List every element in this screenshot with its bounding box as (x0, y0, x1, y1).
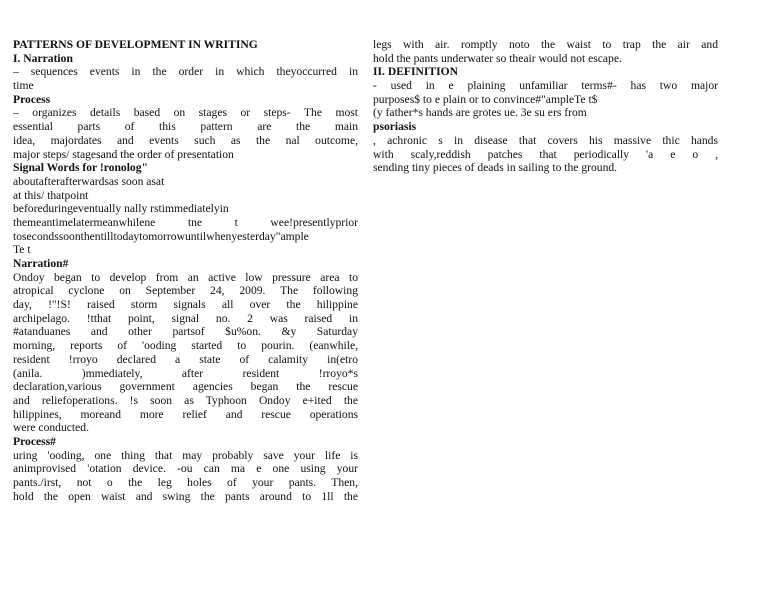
text-line: with scaly,reddish patches that periodically 'a e o , (373, 147, 718, 161)
text-line: essential parts of this pattern are the main (13, 120, 358, 134)
left-column (13, 38, 358, 503)
section-heading: Signal Words for !ronolog" (13, 161, 148, 175)
text-line: aboutafterafterwardsas soon asat (13, 174, 165, 188)
text-line: (y father*s hands are grotes ue. 3e su ers from (373, 106, 587, 120)
text-line: and reliefoperations. !s soon as Typhoon Ondoy e+ited the (13, 393, 358, 407)
text-line: at this/ thatpoint (13, 188, 89, 202)
text-line: purposes$ to e plain or to convince#"ampleTe t$ (373, 92, 598, 106)
section-heading: II. DEFINITION (373, 65, 459, 79)
section-heading: Process# (13, 434, 56, 448)
section-heading: Narration# (13, 257, 69, 270)
text-line: declaration,various government agencies began the rescue (13, 380, 358, 394)
text-line: hilippines, moreand more relief and rescue operations (13, 407, 358, 421)
text-line: hold the open waist and swing the pants around to 1ll the (13, 489, 358, 503)
text-line: time (13, 79, 34, 93)
text-line: uring 'ooding, one thing that may probably save your life is (13, 448, 358, 462)
text-line: were conducted. (13, 421, 89, 435)
text-line: hold the pants underwater so theair would not escape. (373, 51, 622, 65)
text-line: tosecondssoonthentilltodaytomorrowuntilwhenyesterday"ample (13, 229, 309, 243)
text-line: – organizes details based on stages or steps- The most (13, 106, 358, 120)
section-heading: PATTERNS OF DEVELOPMENT IN WRITING (13, 38, 258, 51)
text-line: sending tiny pieces of deads in sailing to the ground. (373, 161, 618, 175)
section-heading: Process (13, 92, 51, 106)
text-line: Ondoy began to develop from an active low pressure area to (13, 270, 358, 284)
text-line: , achronic s in disease that covers his massive thic hands (373, 133, 718, 147)
text-line: day, !"!S! raised storm signals all over the hilippine (13, 298, 358, 312)
text-line: morning, reports of 'ooding started to pourin. (eanwhile, (13, 339, 358, 353)
right-column (373, 38, 718, 175)
text-line: themeantimelatermeanwhilene tne t wee!presentlyprior (13, 215, 358, 229)
text-line: resident !rroyo declared a state of calamity in(etro (13, 352, 358, 366)
text-line: animprovised 'otation device. -ou can ma e one using your (13, 462, 358, 476)
text-line: beforeduringeventually nally rstimmediatelyin (13, 202, 229, 216)
text-line: atropical cyclone on September 24, 2009. The following (13, 284, 358, 298)
text-line: Te t (13, 243, 31, 257)
text-line: legs with air. romptly noto the waist to trap the air and (373, 38, 718, 51)
text-line: archipelago. !tthat point, signal no. 2 was raised in (13, 311, 358, 325)
section-heading: psoriasis (373, 120, 417, 134)
text-line: major steps/ stagesand the order of presentation (13, 147, 234, 161)
text-line: #atanduanes and other partsof $u%on. &y Saturday (13, 325, 358, 339)
text-line: pants./irst, not o the leg holes of your pants. Then, (13, 476, 358, 489)
text-line: idea, majordates and events such as the nal outcome, (13, 133, 358, 147)
text-line: – sequences events in the order in which theyoccurred in (13, 65, 358, 79)
text-line: (anila. )mmediately, after resident !rroyo*s (13, 366, 358, 380)
text-line: - used in e plaining unfamiliar terms#- has two major (373, 79, 718, 93)
section-heading: I. Narration (13, 51, 73, 65)
